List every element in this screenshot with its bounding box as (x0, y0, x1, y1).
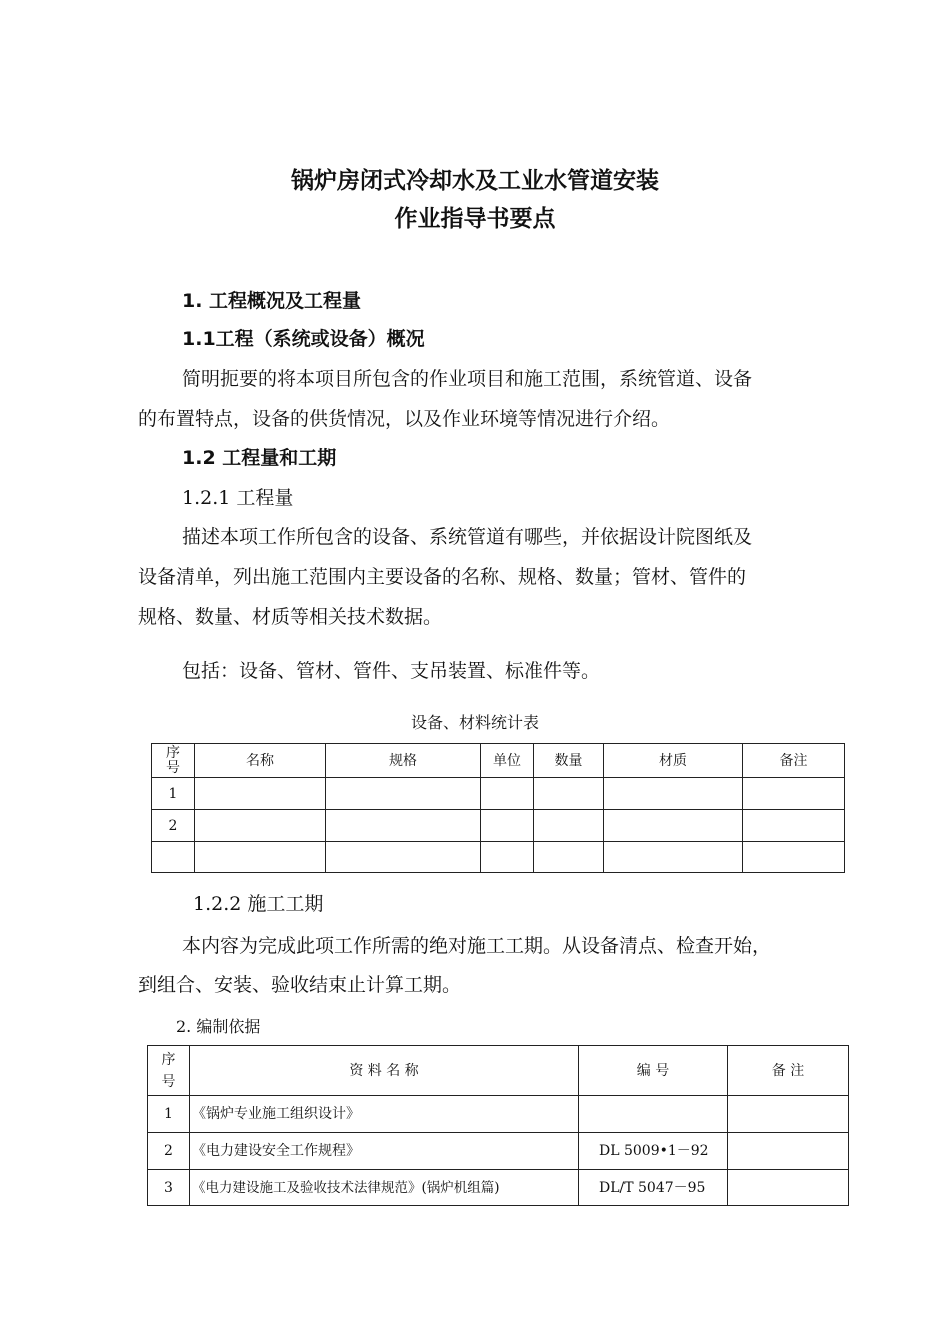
table1-header-cell: 材质 (604, 744, 743, 778)
table-row (148, 1170, 849, 1206)
table-row (152, 842, 845, 873)
table-cell (604, 810, 743, 842)
table1-header-row (152, 744, 845, 778)
table2-header-cell: 备 注 (728, 1046, 849, 1096)
table2-header-row (148, 1046, 849, 1096)
table-row (152, 810, 845, 842)
section-1-2-1-heading: 1.2.1 工程量 (182, 487, 294, 509)
references-table (147, 1045, 849, 1206)
section-1-heading: 1. 工程概况及工程量 (182, 290, 362, 312)
para4-line2: 到组合、安装、验收结束止计算工期。 (138, 974, 462, 996)
section-1-2-2-heading: 1.2.2 施工工期 (193, 893, 324, 915)
table1-header-cell: 规格 (326, 744, 481, 778)
table1-header-cell: 备注 (743, 744, 845, 778)
para1-line2: 的布置特点，设备的供货情况，以及作业环境等情况进行介绍。 (138, 408, 671, 430)
table2-header-cell: 资 料 名 称 (190, 1046, 579, 1096)
table-cell (195, 810, 326, 842)
table-cell: 1 (148, 1096, 190, 1133)
materials-table (151, 743, 845, 873)
table-cell (481, 810, 534, 842)
table-cell (728, 1096, 849, 1133)
table-cell (534, 810, 604, 842)
table-cell (743, 842, 845, 873)
table2-header-cell: 编 号 (579, 1046, 728, 1096)
table-cell (534, 842, 604, 873)
table-cell: 2 (148, 1133, 190, 1170)
table-cell: DL 5009•1－92 (579, 1133, 728, 1170)
table-cell (604, 778, 743, 810)
para2-line3: 规格、数量、材质等相关技术数据。 (138, 606, 443, 628)
table-cell: 《锅炉专业施工组织设计》 (190, 1096, 579, 1133)
table-cell (604, 842, 743, 873)
para4-line1: 本内容为完成此项工作所需的绝对施工工期。从设备清点、检查开始， (182, 935, 772, 957)
table1-header-cell: 名称 (195, 744, 326, 778)
table1-header-cell: 数量 (534, 744, 604, 778)
table-row (148, 1096, 849, 1133)
para2-line2: 设备清单，列出施工范围内主要设备的名称、规格、数量；管材、管件的 (138, 566, 747, 588)
table-cell (728, 1133, 849, 1170)
section-1-1-heading: 1.1工程（系统或设备）概况 (182, 328, 425, 350)
table-cell: DL/T 5047－95 (579, 1170, 728, 1206)
table-cell: 《电力建设施工及验收技术法律规范》(锅炉机组篇) (190, 1170, 579, 1206)
table-cell (534, 778, 604, 810)
table-cell (743, 778, 845, 810)
table1-header-cell: 单位 (481, 744, 534, 778)
table-cell (579, 1096, 728, 1133)
doc-title-line2: 作业指导书要点 (394, 206, 556, 232)
table-cell (195, 778, 326, 810)
table-row (148, 1133, 849, 1170)
para2-line1: 描述本项工作所包含的设备、系统管道有哪些，并依据设计院图纸及 (182, 526, 753, 548)
table-row (152, 778, 845, 810)
table-cell (326, 778, 481, 810)
table-cell: 2 (152, 810, 195, 842)
table-cell (728, 1170, 849, 1206)
table-cell (743, 810, 845, 842)
table2-header-cell: 序号 (148, 1046, 190, 1096)
table-cell (152, 842, 195, 873)
table-cell (326, 810, 481, 842)
table-cell: 《电力建设安全工作规程》 (190, 1133, 579, 1170)
table-cell (481, 778, 534, 810)
table-cell (326, 842, 481, 873)
doc-title-line1: 锅炉房闭式冷却水及工业水管道安装 (291, 168, 659, 194)
table-cell: 1 (152, 778, 195, 810)
section-1-2-heading: 1.2 工程量和工期 (182, 447, 337, 469)
section-2-heading: 2. 编制依据 (176, 1017, 261, 1036)
table1-caption: 设备、材料统计表 (410, 713, 539, 732)
table-cell (195, 842, 326, 873)
para1-line1: 简明扼要的将本项目所包含的作业项目和施工范围，系统管道、设备 (182, 368, 753, 390)
para3: 包括：设备、管材、管件、支吊装置、标准件等。 (182, 660, 601, 682)
table-cell: 3 (148, 1170, 190, 1206)
table1-header-cell: 序号 (152, 744, 195, 778)
table-cell (481, 842, 534, 873)
